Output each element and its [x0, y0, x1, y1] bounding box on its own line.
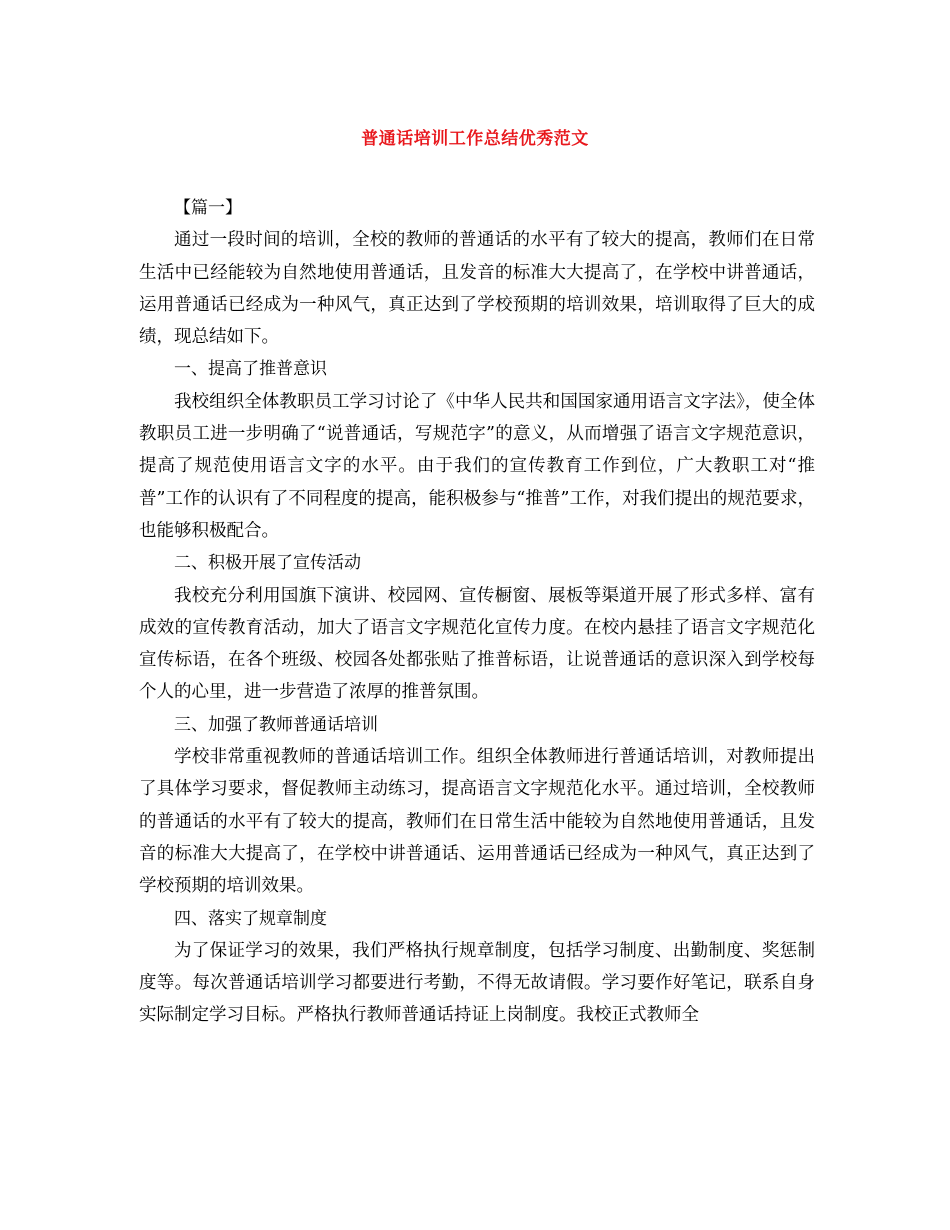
intro-paragraph: 通过一段时间的培训，全校的教师的普通话的水平有了较大的提高，教师们在日常生活中已经能较为自然地使用普通话，且发音的标准大大提高了，在学校中讲普通话，运用普通话已经成为一种风气，真正达到了学校预期的培训效果，培训取得了巨大的成绩，现总结如下。 [139, 230, 815, 348]
section-heading-4: 四、落实了规章制度 [174, 908, 327, 929]
section-paragraph-2: 我校充分利用国旗下演讲、校园网、宣传橱窗、展板等渠道开展了形式多样、富有成效的宣传教育活动，加大了语言文字规范化宣传力度。在校内悬挂了语言文字规范化宣传标语，在各个班级、校园各处都张贴了推普标语，让说普通话的意识深入到学校每个人的心里，进一步营造了浓厚的推普氛围。 [139, 585, 815, 703]
section-paragraph-4: 为了保证学习的效果，我们严格执行规章制度，包括学习制度、出勤制度、奖惩制度等。每次普通话培训学习都要进行考勤，不得无故请假。学习要作好笔记，联系自身实际制定学习目标。严格执行教师普通话持证上岗制度。我校正式教师全 [139, 940, 815, 1026]
section-tag: 【篇一】 [174, 198, 242, 218]
section-paragraph-1: 我校组织全体教职员工学习讨论了《中华人民共和国国家通用语言文字法》，使全体教职员工进一步明确了“说普通话，写规范字”的意义，从而增强了语言文字规范意识，提高了规范使用语言文字的水平。由于我们的宣传教育工作到位，广大教职工对“推普”工作的认识有了不同程度的提高，能积极参与“推普”工作，对我们提出的规范要求，也能够积极配合。 [139, 391, 815, 541]
document-title: 普通话培训工作总结优秀范文 [361, 129, 589, 149]
section-paragraph-3: 学校非常重视教师的普通话培训工作。组织全体教师进行普通话培训，对教师提出了具体学习要求，督促教师主动练习，提高语言文字规范化水平。通过培训，全校教师的普通话的水平有了较大的提高，教师们在日常生活中能较为自然地使用普通话，且发音的标准大大提高了，在学校中讲普通话、运用普通话已经成为一种风气，真正达到了学校预期的培训效果。 [139, 747, 815, 897]
section-heading-3: 三、加强了教师普通话培训 [174, 714, 378, 735]
section-heading-2: 二、积极开展了宣传活动 [174, 553, 361, 574]
document-body [139, 192, 815, 1032]
section-heading-1: 一、提高了推普意识 [174, 359, 327, 380]
